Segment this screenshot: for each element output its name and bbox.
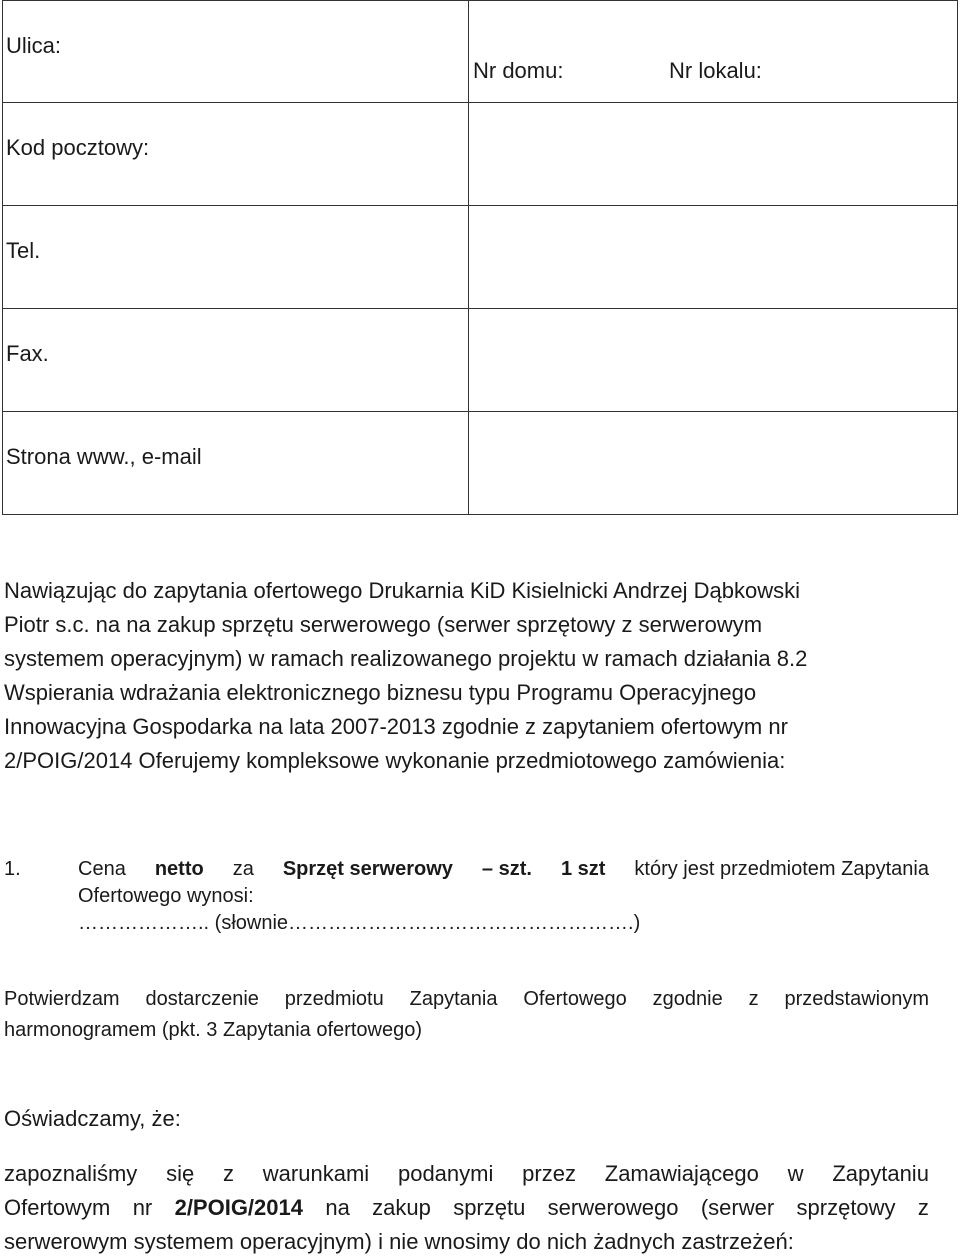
word: Zapytania — [409, 988, 498, 1010]
house-number-label: Nr domu: — [473, 58, 564, 83]
price-item — [4, 856, 929, 937]
delivery-confirmation — [4, 984, 929, 1046]
intro-line: Wspierania wdrażania elektronicznego biznesu typu Programu Operacyjnego — [4, 680, 757, 705]
confirm-line-2: harmonogramem (pkt. 3 Zapytania ofertowego) — [4, 1019, 422, 1041]
postal-code-label: Kod pocztowy: — [6, 135, 150, 160]
intro-line: systemem operacyjnym) w ramach realizowanego projektu w ramach działania 8.2 — [4, 646, 808, 671]
declaration-line-1 — [4, 1157, 929, 1191]
word: Cena — [78, 858, 126, 880]
intro-paragraph — [4, 574, 944, 778]
word: dostarczenie — [145, 988, 259, 1010]
confirm-line — [4, 984, 929, 1015]
web-email-label: Strona www., e-mail — [6, 444, 202, 469]
word: 2/POIG/2014 — [174, 1195, 303, 1220]
word: – szt. — [481, 858, 532, 880]
word: sprzętowy — [796, 1195, 896, 1220]
word: nr — [132, 1195, 153, 1220]
street-cell[interactable] — [3, 1, 469, 103]
word: z — [917, 1195, 929, 1220]
word: przez — [522, 1161, 576, 1186]
word: Potwierdzam — [4, 988, 120, 1010]
web-email-value-cell[interactable] — [469, 412, 958, 515]
word: warunkami — [262, 1161, 370, 1186]
postal-code-value-cell[interactable] — [469, 103, 958, 206]
word: przedmiotu — [284, 988, 384, 1010]
word: z — [748, 988, 759, 1010]
word: zakup — [372, 1195, 431, 1220]
unit-number-label: Nr lokalu: — [669, 58, 762, 83]
intro-line: Innowacyjna Gospodarka na lata 2007-2013 zgodnie z zapytaniem ofertowym nr — [4, 714, 788, 739]
word: 1 szt — [560, 858, 606, 880]
word: w — [787, 1161, 804, 1186]
word: sprzętu — [453, 1195, 526, 1220]
fax-label: Fax. — [6, 341, 49, 366]
word: Sprzęt serwerowy — [282, 858, 453, 880]
word: za — [232, 858, 254, 880]
word: Zapytaniu — [832, 1161, 929, 1186]
postal-code-cell[interactable] — [3, 103, 469, 206]
word: Zamawiającego — [604, 1161, 759, 1186]
word: Ofertowym — [4, 1195, 111, 1220]
word: zgodnie — [652, 988, 723, 1010]
word: podanymi — [397, 1161, 494, 1186]
word: na — [325, 1195, 350, 1220]
word: przedstawionym — [784, 988, 929, 1010]
phone-value-cell[interactable] — [469, 206, 958, 309]
intro-line: 2/POIG/2014 Oferujemy kompleksowe wykonanie przedmiotowego zamówienia: — [4, 748, 786, 773]
fax-cell[interactable] — [3, 309, 469, 412]
price-line — [78, 856, 929, 883]
word: który jest przedmiotem Zapytania — [634, 858, 929, 880]
declaration-line-3: serwerowym systemem operacyjnym) i nie wnosimy do nich żadnych zastrzeżeń: — [4, 1229, 794, 1254]
address-number-cell[interactable] — [469, 1, 958, 103]
fax-value-cell[interactable] — [469, 309, 958, 412]
word: Ofertowego — [523, 988, 627, 1010]
word: z — [223, 1161, 234, 1186]
phone-label: Tel. — [6, 238, 41, 263]
price-amount-line[interactable]: ……………….. (słownie…………………………………………….) — [78, 912, 641, 934]
word: zapoznaliśmy — [4, 1161, 138, 1186]
intro-line: Nawiązując do zapytania ofertowego Drukarnia KiD Kisielnicki Andrzej Dąbkowski — [4, 578, 801, 603]
declaration-paragraph — [4, 1157, 929, 1259]
word: netto — [154, 858, 204, 880]
street-label: Ulica: — [6, 33, 62, 58]
intro-line: Piotr s.c. na na zakup sprzętu serwerowego (serwer sprzętowy z serwerowym — [4, 612, 763, 637]
declaration-line-2 — [4, 1191, 929, 1225]
contact-form-table — [2, 0, 958, 515]
web-email-cell[interactable] — [3, 412, 469, 515]
item-number: 1. — [4, 858, 21, 880]
phone-cell[interactable] — [3, 206, 469, 309]
word: (serwer — [700, 1195, 775, 1220]
declaration-heading: Oświadczamy, że: — [4, 1106, 181, 1131]
word: serwerowego — [547, 1195, 679, 1220]
price-line-2: Ofertowego wynosi: — [78, 885, 254, 907]
word: się — [166, 1161, 195, 1186]
